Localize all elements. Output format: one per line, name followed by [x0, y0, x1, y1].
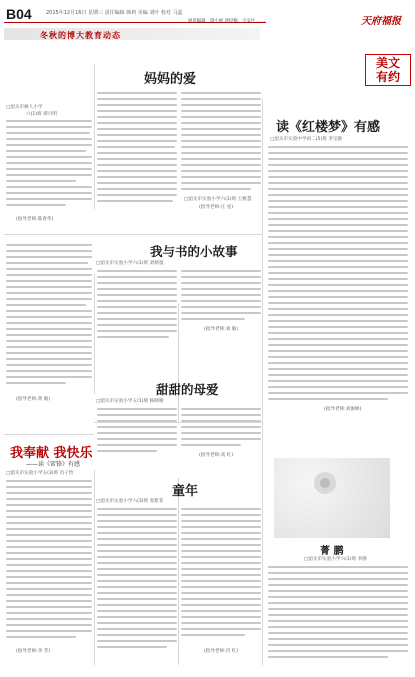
text-line: [97, 514, 177, 516]
text-line: [97, 592, 177, 594]
text-line: [6, 552, 92, 554]
text-line: [268, 584, 408, 586]
text-line: [97, 176, 177, 178]
text-line: [6, 150, 86, 152]
text-line: [97, 182, 177, 184]
text-line: [181, 556, 261, 558]
text-line: [97, 604, 177, 606]
text-line: [6, 328, 92, 330]
text-line: [268, 182, 408, 184]
text-line: [6, 582, 92, 584]
text-line: [97, 508, 177, 510]
text-line: [181, 580, 261, 582]
article-byline: □韶关市实验小学六(1)班 刘婧童: [96, 261, 164, 266]
text-line: [181, 182, 261, 184]
text-line: [268, 368, 408, 370]
text-line: [181, 140, 261, 142]
text-line: [181, 526, 261, 528]
text-line: [181, 604, 261, 606]
text-line: [6, 340, 92, 342]
text-line: [181, 520, 261, 522]
text-line: [97, 544, 177, 546]
text-line: [97, 170, 177, 172]
page-number: B04: [6, 6, 32, 22]
text-line: [97, 562, 177, 564]
text-line: [268, 644, 408, 646]
text-line: [268, 260, 408, 262]
text-line: [6, 630, 92, 632]
text-line: [268, 350, 408, 352]
text-line: [97, 646, 167, 648]
text-line: [97, 556, 177, 558]
text-line: [268, 302, 408, 304]
section-title: 冬秋的博大教育动态: [40, 30, 121, 40]
text-line: [6, 292, 92, 294]
column-rule: [94, 274, 95, 394]
text-line: [268, 272, 408, 274]
text-line: [268, 392, 408, 394]
article-editor: (指导老师:陈春华): [16, 217, 54, 222]
text-line: [6, 588, 92, 590]
text-line: [6, 624, 92, 626]
text-line: [97, 98, 177, 100]
text-line: [181, 532, 261, 534]
text-line: [97, 300, 177, 302]
text-line: [268, 158, 408, 160]
flower-icon: [314, 472, 336, 494]
brand-logo-text: 天府福报: [361, 16, 401, 27]
text-line: [6, 180, 76, 182]
text-line: [97, 520, 177, 522]
text-line: [97, 288, 177, 290]
text-line: [181, 110, 261, 112]
text-line: [97, 580, 177, 582]
text-line: [6, 138, 92, 140]
text-line: [181, 426, 261, 428]
text-line: [97, 330, 177, 332]
text-line: [268, 266, 408, 268]
text-line: [97, 122, 177, 124]
text-line: [97, 628, 177, 630]
text-line: [181, 312, 261, 314]
text-line: [181, 568, 261, 570]
text-line: [97, 450, 157, 452]
article-title: 甜甜的母爱: [156, 382, 219, 397]
text-line: [6, 370, 92, 372]
text-line: [181, 282, 261, 284]
article-editor: (指导老师:高 红): [199, 453, 234, 458]
text-line: [181, 104, 261, 106]
text-line: [97, 110, 177, 112]
text-line: [97, 414, 177, 416]
text-line: [6, 576, 92, 578]
text-line: [6, 492, 92, 494]
article-byline: □韶关市实验小学五(1)班 杨晴晴: [96, 399, 164, 404]
text-line: [6, 298, 92, 300]
text-line: [6, 546, 92, 548]
text-line: [181, 134, 261, 136]
text-line: [268, 386, 408, 388]
text-line: [6, 286, 92, 288]
text-line: [6, 498, 92, 500]
text-line: [6, 144, 92, 146]
text-line: [97, 640, 177, 642]
text-line: [97, 164, 177, 166]
text-line: [268, 356, 408, 358]
section-divider: [4, 434, 94, 435]
text-line: [268, 338, 408, 340]
text-line: [181, 116, 261, 118]
text-line: [6, 316, 92, 318]
text-line: [97, 194, 177, 196]
text-line: [6, 510, 92, 512]
text-line: [97, 616, 177, 618]
column-rule: [94, 64, 95, 209]
text-line: [97, 158, 177, 160]
text-line: [6, 358, 92, 360]
text-line: [268, 146, 408, 148]
text-line: [97, 622, 177, 624]
text-line: [6, 156, 92, 158]
text-line: [6, 376, 92, 378]
text-line: [181, 420, 261, 422]
text-line: [268, 362, 408, 364]
text-line: [6, 540, 92, 542]
text-line: [97, 532, 177, 534]
text-line: [6, 192, 92, 194]
text-line: [268, 572, 408, 574]
text-line: [268, 320, 408, 322]
date-line: 2015年12月16日 星期三 责任编辑 韩莉 美编 刘叶 校对 马蕊: [46, 10, 183, 16]
flower-photo: [274, 458, 390, 538]
text-line: [6, 334, 92, 336]
text-line: [181, 586, 261, 588]
text-line: [268, 242, 408, 244]
text-line: [97, 550, 177, 552]
text-line: [97, 188, 177, 190]
article-editor: (指导老师:刘俊峰): [324, 407, 362, 412]
text-line: [97, 282, 177, 284]
text-line: [6, 594, 92, 596]
article-editor: (指导老师:刘 敏): [204, 327, 239, 332]
text-line: [97, 324, 177, 326]
text-line: [268, 308, 408, 310]
text-line: [6, 174, 92, 176]
text-line: [97, 146, 175, 148]
text-line: [97, 336, 169, 338]
text-line: [6, 528, 92, 530]
text-line: [97, 438, 177, 440]
text-line: [268, 194, 408, 196]
brand-logo: [329, 8, 409, 36]
text-line: [6, 612, 92, 614]
text-line: [97, 140, 177, 142]
article-byline: □韶关市实验小学六(1)班 王雅慧: [184, 197, 252, 202]
text-line: [181, 176, 261, 178]
text-line: [181, 152, 261, 154]
text-line: [6, 570, 92, 572]
text-line: [268, 602, 408, 604]
photo-title: 菁 鹏: [320, 546, 344, 557]
text-line: [6, 504, 92, 506]
text-line: [268, 608, 408, 610]
text-line: [6, 522, 92, 524]
text-line: [268, 398, 388, 400]
text-line: [268, 296, 408, 298]
article-byline: □韶关市实验小学五(3)班 肖子怡: [6, 471, 74, 476]
text-line: [6, 120, 92, 122]
text-line: [268, 278, 408, 280]
text-line: [6, 606, 92, 608]
text-line: [6, 486, 92, 488]
section-divider: [94, 422, 262, 423]
text-line: [268, 218, 408, 220]
text-line: [6, 346, 92, 348]
text-line: [268, 614, 408, 616]
text-line: [6, 274, 92, 276]
article-byline: 六(1)班 谭月明: [26, 112, 57, 117]
article-subtitle: ——读《雷锋》有感: [26, 461, 81, 468]
text-line: [181, 270, 261, 272]
text-line: [268, 638, 408, 640]
text-line: [97, 318, 177, 320]
text-line: [97, 538, 177, 540]
text-line: [181, 550, 261, 552]
article-editor: (指导老师:李 芳): [16, 649, 51, 654]
text-line: [97, 306, 177, 308]
text-line: [6, 186, 92, 188]
text-line: [181, 628, 261, 630]
text-line: [6, 126, 92, 128]
text-line: [6, 310, 92, 312]
text-line: [6, 600, 92, 602]
column-badge: [365, 54, 411, 86]
text-line: [97, 104, 177, 106]
text-line: [268, 656, 388, 658]
text-line: [268, 632, 408, 634]
text-line: [6, 204, 66, 206]
text-line: [97, 444, 177, 446]
text-line: [181, 170, 261, 172]
text-line: [268, 224, 408, 226]
text-line: [6, 618, 92, 620]
text-line: [181, 98, 261, 100]
text-line: [6, 132, 90, 134]
text-line: [97, 294, 177, 296]
text-line: [181, 318, 245, 320]
text-line: [181, 146, 261, 148]
text-line: [97, 134, 177, 136]
text-line: [268, 344, 408, 346]
badge-line2: 有约: [375, 70, 400, 84]
text-line: [268, 314, 408, 316]
text-line: [268, 206, 408, 208]
text-line: [97, 408, 177, 410]
text-line: [6, 244, 92, 246]
text-line: [6, 262, 88, 264]
text-line: [181, 598, 261, 600]
article-byline: □韶关市树人小学: [6, 105, 43, 110]
text-line: [268, 176, 408, 178]
article-title: 我奉献 我快乐: [10, 446, 93, 461]
text-line: [268, 596, 408, 598]
text-line: [268, 200, 408, 202]
text-line: [268, 248, 408, 250]
text-line: [181, 508, 261, 510]
text-line: [97, 526, 177, 528]
text-line: [268, 380, 408, 382]
text-line: [97, 586, 177, 588]
column-rule: [262, 99, 263, 665]
text-line: [6, 250, 92, 252]
text-line: [97, 116, 177, 118]
article-editor: (指导老师:肖 红): [204, 649, 239, 654]
text-line: [6, 322, 92, 324]
article-byline: □韶关市实验中学初二(5)班 李宝静: [270, 137, 343, 142]
text-line: [6, 352, 92, 354]
article-byline: □韶关市实验小学六(3)班 张紫菲: [96, 499, 164, 504]
text-line: [181, 306, 261, 308]
text-line: [268, 374, 408, 376]
text-line: [268, 230, 408, 232]
contact-info: 通讯编辑：谭小姐 请投稿：宝安区 ……: [188, 19, 266, 24]
text-line: [6, 382, 66, 384]
text-line: [181, 300, 261, 302]
text-line: [181, 514, 261, 516]
text-line: [268, 290, 408, 292]
text-line: [97, 574, 177, 576]
text-line: [268, 566, 408, 568]
column-rule: [178, 304, 179, 422]
text-line: [268, 236, 408, 238]
text-line: [6, 534, 92, 536]
text-line: [97, 200, 173, 202]
text-line: [6, 516, 92, 518]
article-title: 我与书的小故事: [150, 244, 238, 259]
text-line: [268, 590, 408, 592]
text-line: [181, 294, 261, 296]
text-line: [181, 188, 251, 190]
text-line: [181, 592, 261, 594]
text-line: [97, 276, 177, 278]
text-line: [97, 152, 177, 154]
text-line: [97, 270, 177, 272]
text-line: [97, 610, 177, 612]
text-line: [181, 610, 261, 612]
text-line: [6, 558, 92, 560]
text-line: [97, 420, 177, 422]
text-line: [268, 626, 408, 628]
text-line: [181, 276, 261, 278]
column-rule: [94, 470, 95, 665]
text-line: [268, 332, 408, 334]
badge-line1: 美文: [375, 56, 400, 70]
text-line: [97, 432, 177, 434]
text-line: [268, 620, 408, 622]
text-line: [181, 574, 261, 576]
text-line: [268, 212, 408, 214]
newspaper-page: [4, 4, 411, 673]
article-title: 童年: [172, 484, 199, 499]
text-line: [268, 284, 408, 286]
text-line: [6, 636, 76, 638]
text-line: [181, 562, 261, 564]
text-line: [97, 598, 177, 600]
article-byline: □韶关市实验小学六(1)班 李静: [304, 557, 367, 562]
text-line: [181, 128, 261, 130]
text-line: [268, 326, 408, 328]
text-line: [268, 188, 408, 190]
text-line: [6, 268, 92, 270]
text-line: [97, 92, 177, 94]
text-line: [6, 256, 92, 258]
text-line: [6, 564, 92, 566]
text-line: [97, 312, 177, 314]
text-line: [181, 432, 261, 434]
text-line: [181, 438, 261, 440]
article-editor: (指导老师:庄 星): [199, 205, 234, 210]
section-divider: [4, 234, 262, 235]
text-line: [6, 364, 92, 366]
text-line: [97, 568, 177, 570]
text-line: [6, 304, 86, 306]
text-line: [6, 280, 92, 282]
article-title: 妈妈的爱: [144, 72, 197, 87]
text-line: [97, 128, 177, 130]
text-line: [6, 168, 92, 170]
text-line: [268, 254, 408, 256]
text-line: [6, 162, 92, 164]
text-line: [181, 544, 261, 546]
text-line: [268, 164, 408, 166]
text-line: [268, 170, 408, 172]
text-line: [97, 634, 177, 636]
text-line: [181, 622, 261, 624]
text-line: [181, 616, 261, 618]
text-line: [181, 408, 261, 410]
text-line: [6, 198, 92, 200]
text-line: [181, 538, 261, 540]
text-line: [268, 152, 408, 154]
text-line: [181, 288, 261, 290]
text-line: [268, 650, 408, 652]
text-line: [181, 92, 261, 94]
text-line: [6, 480, 92, 482]
text-line: [268, 578, 408, 580]
text-line: [181, 158, 261, 160]
text-line: [97, 426, 177, 428]
article-title: 读《红楼梦》有感: [276, 120, 381, 135]
text-line: [181, 164, 261, 166]
text-line: [181, 634, 245, 636]
text-line: [181, 444, 241, 446]
text-line: [181, 414, 261, 416]
column-rule: [178, 478, 179, 665]
article-editor: (指导老师:黄 敏): [16, 397, 51, 402]
text-line: [181, 122, 261, 124]
